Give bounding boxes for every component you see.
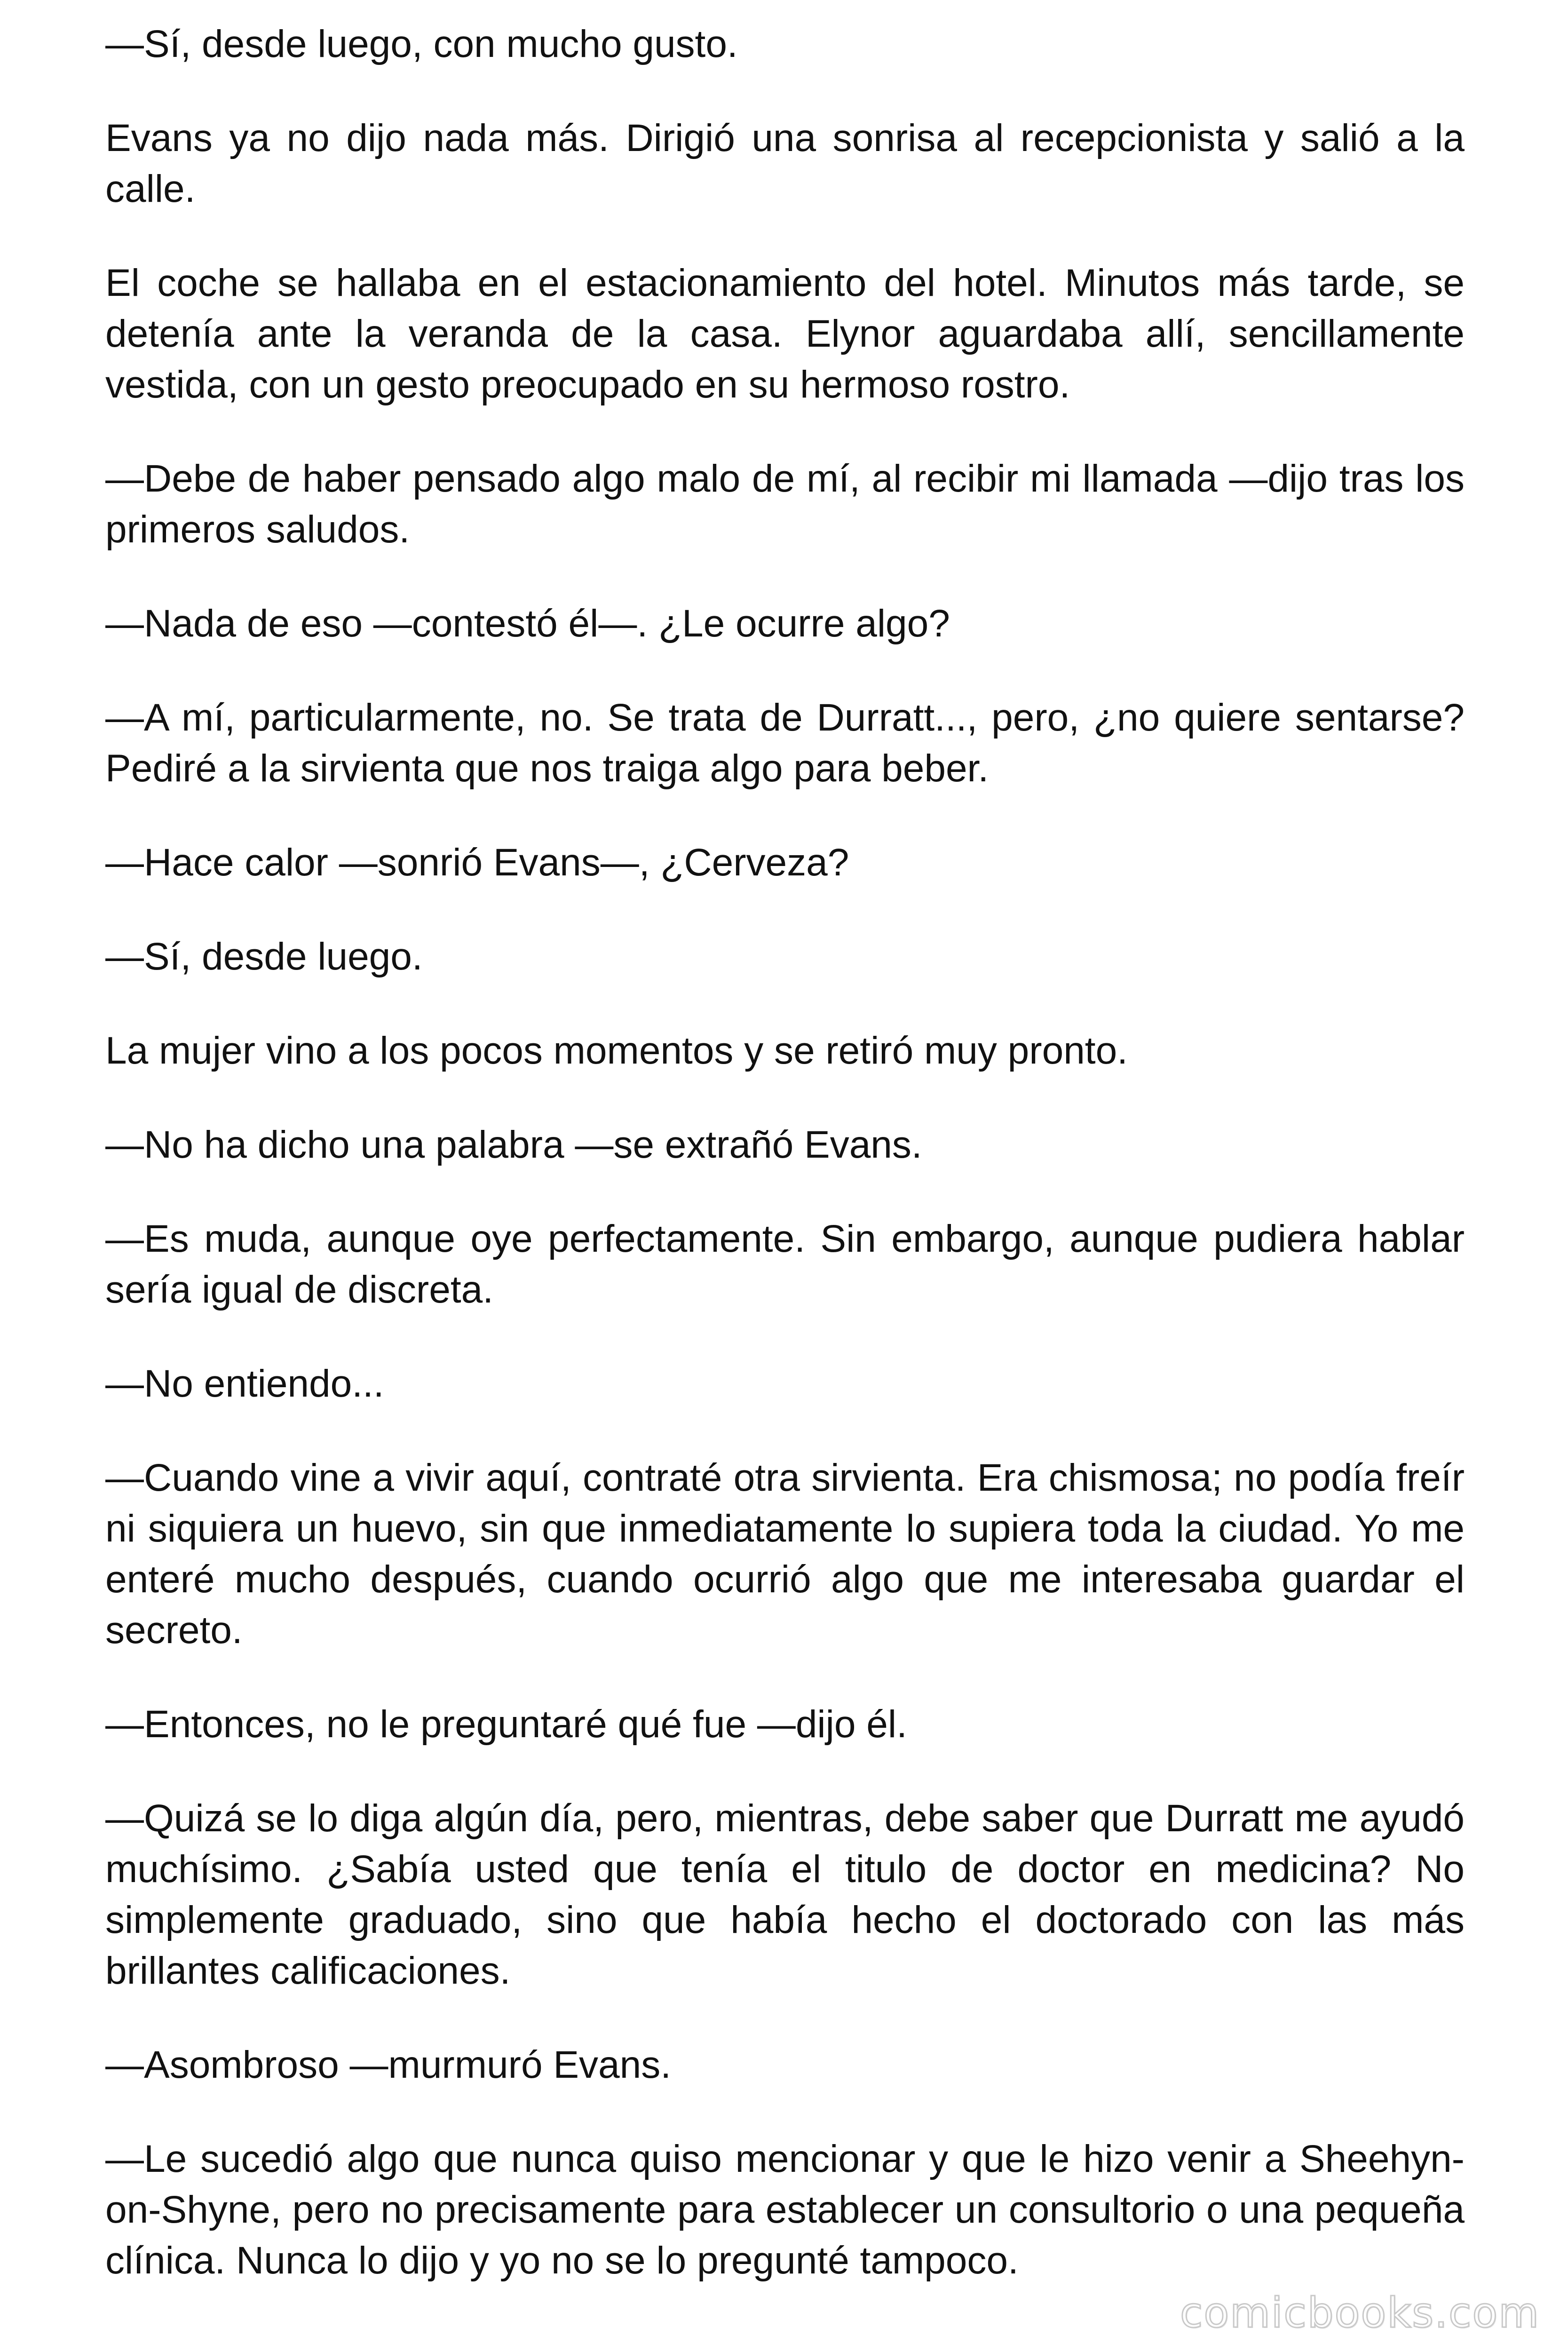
paragraph: —Le sucedió algo que nunca quiso mencionar y que le hizo venir a Sheehyn-on-Shyne, pero no precisamente para establecer un consultorio o una pequeña clínica. Nunca lo dijo y yo no se lo pregunté tampoco. [105, 2137, 1465, 2282]
document-page [105, 19, 1465, 2286]
paragraph: Evans ya no dijo nada más. Dirigió una sonrisa al recepcionista y salió a la calle. [105, 117, 1465, 210]
paragraph: —No ha dicho una palabra —se extrañó Evans. [105, 1123, 922, 1166]
paragraph: —Entonces, no le preguntaré qué fue —dijo él. [105, 1703, 907, 1746]
paragraph: —Debe de haber pensado algo malo de mí, al recibir mi llamada —dijo tras los primeros saludos. [105, 457, 1465, 551]
paragraph: La mujer vino a los pocos momentos y se retiró muy pronto. [105, 1029, 1128, 1072]
paragraph: —Sí, desde luego, con mucho gusto. [105, 23, 738, 65]
paragraph: —No entiendo... [105, 1362, 384, 1405]
paragraph: —Quizá se lo diga algún día, pero, mientras, debe saber que Durratt me ayudó muchísimo. ¿Sabía usted que tenía el titulo de doctor en medicina? No simplemente graduado, sino que había hecho el doctorado con las más brillantes calificaciones. [105, 1797, 1465, 1992]
paragraph: —Cuando vine a vivir aquí, contraté otra sirvienta. Era chismosa; no podía freír ni siquiera un huevo, sin que inmediatamente lo supiera toda la ciudad. Yo me enteré mucho después, cuando ocurrió algo que me interesaba guardar el secreto. [105, 1456, 1465, 1652]
paragraph: El coche se hallaba en el estacionamiento del hotel. Minutos más tarde, se detenía ante la veranda de la casa. Elynor aguardaba allí, sencillamente vestida, con un gesto preocupado en su hermoso rostro. [105, 262, 1465, 406]
paragraph: —Asombroso —murmuró Evans. [105, 2043, 672, 2086]
paragraph: —A mí, particularmente, no. Se trata de Durratt..., pero, ¿no quiere sentarse? Pediré a la sirvienta que nos traiga algo para beber. [105, 696, 1465, 790]
paragraph: —Es muda, aunque oye perfectamente. Sin embargo, aunque pudiera hablar sería igual de discreta. [105, 1217, 1465, 1311]
paragraph: —Hace calor —sonrió Evans—, ¿Cerveza? [105, 841, 849, 884]
watermark-logo: comicbooks.com [1180, 2288, 1540, 2337]
paragraph: —Nada de eso —contestó él—. ¿Le ocurre algo? [105, 602, 950, 645]
paragraph: —Sí, desde luego. [105, 935, 423, 978]
